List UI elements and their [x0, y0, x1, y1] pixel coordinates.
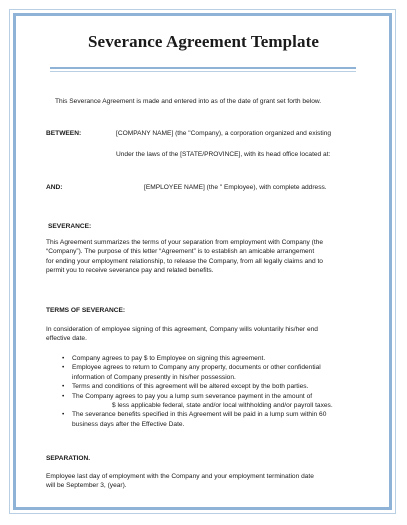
- bullet-line: The Company agrees to pay you a lump sum severance payment in the amount of: [72, 392, 313, 400]
- document-title: Severance Agreement Template: [88, 32, 319, 51]
- between-state-line: Under the laws of the [STATE/PROVINCE], with its head office located at:: [116, 151, 331, 158]
- and-employee-line: [EMPLOYEE NAME] (the " Employee), with complete address.: [144, 184, 327, 191]
- and-label: AND:: [46, 184, 63, 191]
- terms-heading: TERMS OF SEVERANCE:: [46, 307, 126, 314]
- bullet-line: The severance benefits specified in this Agreement will be paid in a lump sum within 60: [72, 411, 327, 419]
- between-company-line: [COMPANY NAME] (the "Company), a corporation organized and existing: [116, 130, 332, 137]
- bullet-dot: •: [62, 383, 65, 391]
- separation-paragraph: [46, 472, 366, 491]
- bullet-dot: •: [62, 392, 65, 400]
- title-rule-thick: [50, 67, 356, 69]
- separation-line: will be September 3, (year).: [46, 482, 127, 490]
- severance-paragraph: [46, 238, 366, 276]
- bullet-item: [62, 382, 362, 391]
- bullet-line: Company agrees to pay $ to Employee on signing this agreement.: [72, 355, 266, 362]
- terms-intro: [46, 325, 366, 344]
- severance-line: for ending your employment relationship, to release the Company, from all legally claims and to: [46, 257, 323, 265]
- bullet-line: Employee agrees to return to Company any property, documents or other confidential: [72, 364, 321, 372]
- bullet-item: [62, 392, 362, 411]
- bullet-line: Terms and conditions of this agreement will be altered except by the both parties.: [72, 383, 309, 391]
- bullet-line: $ less applicable federal, state and/or local withholding and/or payroll taxes.: [112, 402, 333, 410]
- title-rule-thin: [50, 71, 356, 72]
- terms-bullet-list: [62, 354, 362, 429]
- bullet-item: [62, 363, 362, 382]
- separation-heading: SEPARATION.: [46, 455, 91, 462]
- terms-intro-line: In consideration of employee signing of this agreement, Company wills voluntarily his/her end: [46, 326, 318, 333]
- between-label: BETWEEN:: [46, 130, 82, 137]
- bullet-item: [62, 410, 362, 429]
- severance-line: This Agreement summarizes the terms of your separation from employment with Company (the: [46, 239, 324, 246]
- severance-heading: SEVERANCE:: [48, 223, 92, 230]
- bullet-line: business days after the Effective Date.: [72, 420, 185, 428]
- bullet-dot: •: [62, 364, 65, 372]
- severance-line: “Company”). The purpose of this letter “Agreement” is to establish an amicable arrangement: [46, 248, 315, 256]
- bullet-dot: •: [62, 355, 65, 362]
- severance-line: permit you to receive severance pay and related benefits.: [46, 267, 214, 275]
- separation-line: Employee last day of employment with the Company and your employment termination date: [46, 473, 314, 480]
- terms-intro-line: effective date.: [46, 335, 87, 343]
- intro-text: This Severance Agreement is made and entered into as of the date of grant set forth below.: [55, 98, 322, 105]
- bullet-dot: •: [62, 411, 65, 419]
- bullet-item: [62, 354, 362, 363]
- bullet-line: information of Company presently in his/her possession.: [72, 373, 236, 381]
